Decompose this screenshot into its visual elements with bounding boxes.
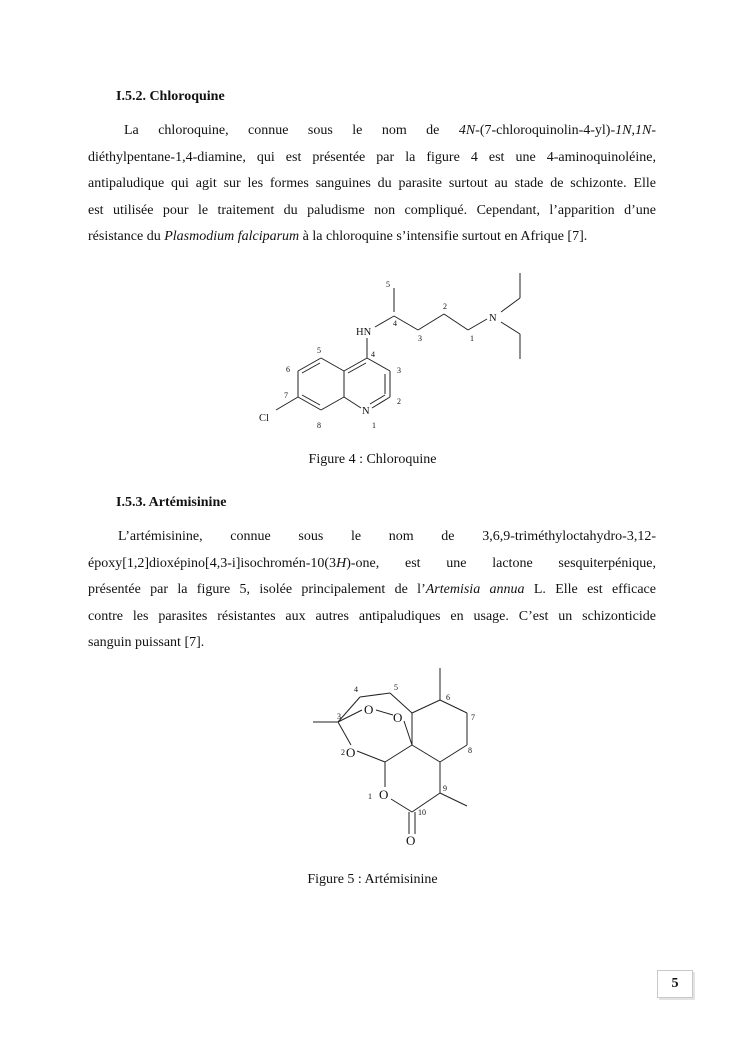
locant-ring-8: 8 xyxy=(317,421,321,430)
section-heading-artemisinine: I.5.3. Artémisinine xyxy=(116,495,227,510)
locant-chain-4: 4 xyxy=(393,319,397,328)
paragraph-chloroquine xyxy=(88,118,656,251)
locant-2: 2 xyxy=(341,748,345,757)
para2-line4: contre les parasites résistantes aux autres antipaludiques en usage. C’est un schizonticide xyxy=(88,608,656,624)
atom-o-carbonyl: O xyxy=(406,833,416,848)
para1-line2: diéthylpentane-1,4-diamine, qui est présentée par la figure 4 est une 4-aminoquinoléine, xyxy=(88,149,656,165)
locant-ring-5: 5 xyxy=(317,346,321,355)
locant-6: 6 xyxy=(446,693,450,702)
section-heading-chloroquine: I.5.2. Chloroquine xyxy=(116,89,225,104)
para1-line1: La chloroquine, connue sous le nom de 4N-(7-chloroquinolin-4-yl)-1N,1N- xyxy=(124,123,656,138)
page-number: 5 xyxy=(657,970,693,998)
para1-line4: est utilisée pour le traitement du paludisme non compliqué. Cependant, l’apparition d’une xyxy=(88,202,656,218)
chloroquine-structure xyxy=(250,265,530,440)
locant-8: 8 xyxy=(468,746,472,755)
locant-5: 5 xyxy=(394,683,398,692)
atom-hn: HN xyxy=(356,327,372,338)
locant-ring-2: 2 xyxy=(397,397,401,406)
locant-1: 1 xyxy=(368,792,372,801)
locant-chain-5: 5 xyxy=(386,280,390,289)
para1-line3: antipaludique qui agit sur les formes sanguines du parasite surtout au stade de schizonte. Elle xyxy=(88,176,656,191)
atom-n-amine: N xyxy=(489,313,497,324)
figure5-caption: Figure 5 : Artémisinine xyxy=(307,872,438,887)
locant-ring-7: 7 xyxy=(284,391,288,400)
atom-o-peroxide-a: O xyxy=(364,702,374,717)
locant-ring-1: 1 xyxy=(372,421,376,430)
locant-10: 10 xyxy=(418,808,426,817)
artemisinine-structure xyxy=(300,660,490,850)
para2-line5: sanguin puissant [7]. xyxy=(88,635,205,650)
para2-line3: présentée par la figure 5, isolée principalement de l’Artemisia annua L. Elle est efficace xyxy=(88,582,656,597)
atom-o2: O xyxy=(346,745,356,760)
locant-ring-4: 4 xyxy=(371,350,375,359)
para1-line5: résistance du Plasmodium falciparum à la chloroquine s’intensifie surtout en Afrique [7]. xyxy=(88,229,588,244)
locant-7: 7 xyxy=(471,713,475,722)
atom-cl: Cl xyxy=(259,413,269,424)
locant-ring-3: 3 xyxy=(397,366,401,375)
para2-line2: époxy[1,2]dioxépino[4,3-i]isochromén-10(3H)-one, est une lactone sesquiterpénique, xyxy=(88,555,656,571)
locant-chain-3: 3 xyxy=(418,334,422,343)
atom-o-peroxide-b: O xyxy=(393,710,403,725)
locant-4: 4 xyxy=(354,685,358,694)
atom-o1: O xyxy=(379,787,389,802)
atom-n-ring: N xyxy=(362,406,370,417)
locant-ring-6: 6 xyxy=(286,365,290,374)
para2-line1: L’artémisinine, connue sous le nom de 3,6,9-triméthyloctahydro-3,12- xyxy=(118,529,656,544)
figure4-caption: Figure 4 : Chloroquine xyxy=(308,452,437,467)
locant-9: 9 xyxy=(443,784,447,793)
paragraph-artemisinine xyxy=(88,524,656,657)
locant-3: 3 xyxy=(337,712,341,721)
locant-chain-2: 2 xyxy=(443,302,447,311)
locant-chain-1: 1 xyxy=(470,334,474,343)
